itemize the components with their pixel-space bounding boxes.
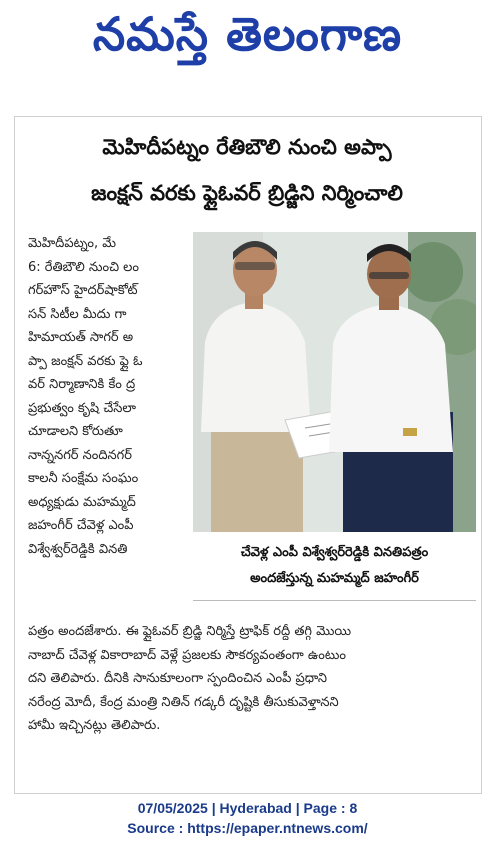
article-body-continued: పత్రం అందజేశారు. ఈ ఫ్లైఓవర్ బ్రిడ్జి నిర్మిస్తే ట్రాఫిక్ రద్దీ తగ్గి మొయి నాబాద్ చేవెళ్ల వికారాబాద్ వెళ్లే ప్రజలకు సౌకర్యవంతంగా ఉంటుం దని తెలిపారు. దీనికి సానుకూలంగా స్పందించిన ఎంపీ ప్రధాని నరేంద్ర మోదీ, కేంద్ర మంత్రి నితిన్ గడ్కరీ దృష్టికి తీసుకువెళ్తానని హామీ ఇచ్చినట్లు తెలిపారు. <box>28 624 352 733</box>
photo-illustration <box>193 232 476 532</box>
article-headline <box>14 124 480 216</box>
page-footer <box>0 798 495 838</box>
masthead <box>0 0 495 80</box>
article-photo <box>193 232 476 532</box>
footer-source: Source : https://epaper.ntnews.com/ <box>127 820 368 836</box>
article-body-column: మెహిదీపట్నం, మే 6: రేతిబౌలి నుంచి లం గర్‌హౌస్ హైదర్‌షాకోట్ సన్ సిటీల మీదు గా హిమాయత్ సాగర్ అ ప్పా జంక్షన్ వరకు ఫ్లై ఓ వర్ నిర్మాణానికి కేం ద్ర ప్రభుత్వం కృషి చేసేలా చూడాలని కోరుతూ నాన్ననగర్ నందినగర్ కాలనీ సంక్షేమ సంఘం అధ్యక్షుడు మహమ్మద్ జహంగీర్ చేవెళ్ల ఎంపీ విశ్వేశ్వర్‌రెడ్డికి వినతి <box>28 236 143 557</box>
caption-line-2: అందజేస్తున్న మహమ్మద్ జహంగీర్ <box>250 571 419 586</box>
caption-line-1: చేవెళ్ల ఎంపీ విశ్వేశ్వర్‌రెడ్డికి వినతిపత్రం <box>240 545 429 560</box>
photo-caption <box>193 540 476 592</box>
headline-line-2: జంక్షన్ వరకు ఫ్లైఓవర్ బ్రిడ్జిని నిర్మించాలి <box>91 181 403 205</box>
caption-divider <box>193 600 476 601</box>
headline-line-1: మెహిదీపట్నం రేతిబౌలి నుంచి అప్పా <box>102 135 392 159</box>
footer-dateline: 07/05/2025 | Hyderabad | Page : 8 <box>137 800 358 816</box>
newspaper-title: నమస్తే తెలంగాణ <box>92 7 403 61</box>
